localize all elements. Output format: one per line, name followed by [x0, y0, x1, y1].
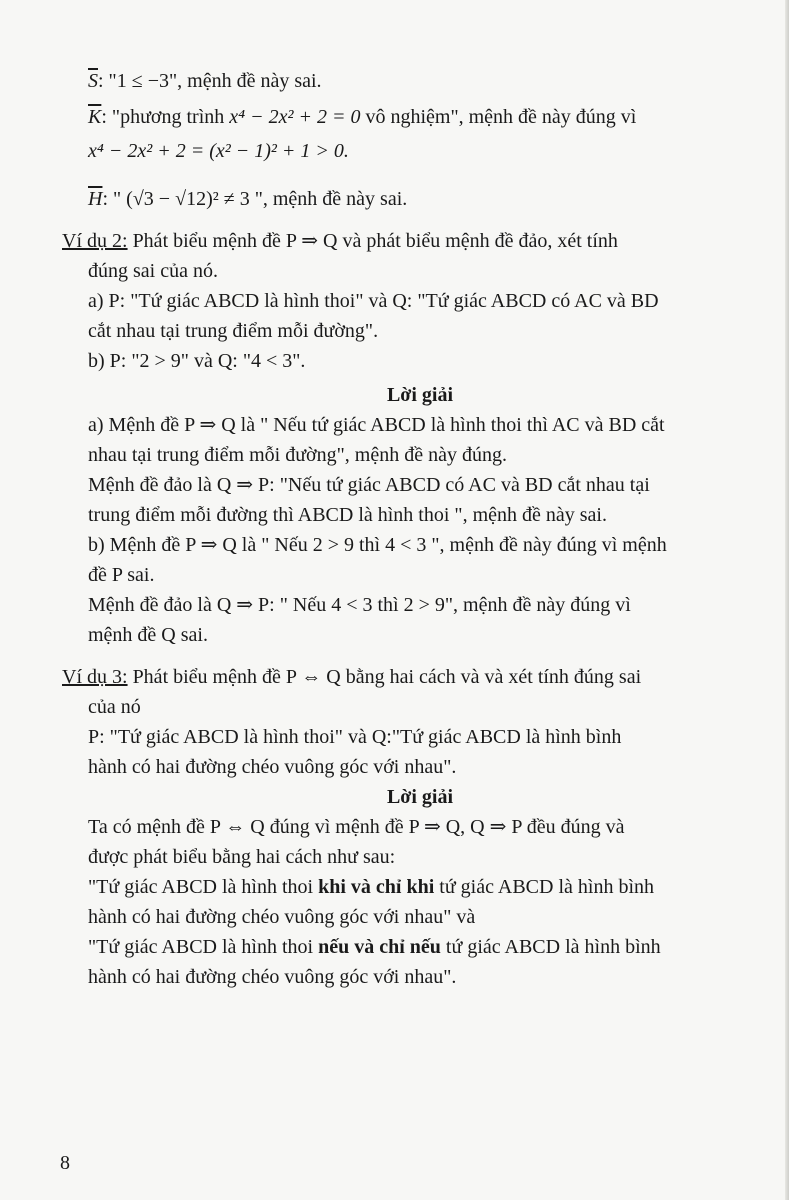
example3-sol-line5	[62, 932, 752, 962]
example3-s5-bold: nếu và chỉ nếu	[318, 936, 441, 958]
example2-sol-line4: trung điểm mỗi đường thì ABCD là hình thoi ", mệnh đề này sai.	[88, 504, 607, 526]
example2-solution-title: Lời giải	[386, 384, 454, 406]
s-bar-symbol: $\overline{S}$	[88, 70, 98, 92]
example2-sol-line6: đề P sai.	[88, 564, 155, 586]
example3-intro-line1	[62, 662, 752, 692]
k-bar-text1: : "phương trình	[101, 106, 225, 128]
h-bar-text: : " (√3 − √12)² ≠ 3 ", mệnh đề này sai.	[102, 188, 408, 210]
negation-h-line	[62, 184, 752, 214]
example2-sol-line3: Mệnh đề đảo là Q ⇒ P: "Nếu tứ giác ABCD có AC và BD cắt nhau tại	[88, 474, 650, 496]
example2-sol-line1: a) Mệnh đề P ⇒ Q là " Nếu tứ giác ABCD là hình thoi thì AC và BD cắt	[88, 414, 665, 436]
k-bar-equation: x⁴ − 2x² + 2 = 0	[229, 106, 361, 128]
example2-a1: a) P: "Tứ giác ABCD là hình thoi" và Q: "Tứ giác ABCD có AC và BD	[88, 290, 659, 312]
example3-p1: P: "Tứ giác ABCD là hình thoi" và Q:"Tứ giác ABCD là hình bình	[88, 726, 622, 748]
example3-sol-line4: hành có hai đường chéo vuông góc với nhau" và	[88, 906, 476, 928]
example3-s3-bold: khi và chỉ khi	[318, 876, 435, 898]
k-bar-text2: vô nghiệm", mệnh đề này đúng vì	[365, 106, 637, 128]
example2-a2: cắt nhau tại trung điểm mỗi đường".	[88, 320, 379, 342]
page-number: 8	[60, 1152, 70, 1174]
example3-s5-part-c: tứ giác ABCD là hình bình	[445, 936, 661, 958]
example2-intro1: Phát biểu mệnh đề P ⇒ Q và phát biểu mệnh đề đảo, xét tính	[132, 230, 618, 252]
example2-label: Ví dụ 2:	[62, 230, 128, 252]
example3-intro2: của nó	[88, 696, 141, 718]
example3-sol-line2: được phát biểu bằng hai cách như sau:	[88, 846, 396, 868]
k-bar-symbol: $\overline{K}$	[88, 106, 102, 128]
h-bar-symbol: $\overline{H}$	[88, 188, 103, 210]
k-bar-proof: x⁴ − 2x² + 2 = (x² − 1)² + 1 > 0.	[88, 140, 349, 162]
example2-sol-line5: b) Mệnh đề P ⇒ Q là " Nếu 2 > 9 thì 4 < 3 ", mệnh đề này đúng vì mệnh	[88, 534, 667, 556]
example2-sol-line7: Mệnh đề đảo là Q ⇒ P: " Nếu 4 < 3 thì 2 > 9", mệnh đề này đúng vì	[88, 594, 631, 616]
example2-intro2: đúng sai của nó.	[88, 260, 218, 282]
example2-sol-line8: mệnh đề Q sai.	[88, 624, 208, 646]
page-edge-shadow	[785, 0, 789, 1200]
example3-solution-title: Lời giải	[386, 786, 454, 808]
example3-sol-line6: hành có hai đường chéo vuông góc với nhau".	[88, 966, 457, 988]
example3-s3-part-a: "Tứ giác ABCD là hình thoi	[88, 876, 314, 898]
example3-sol-line1: Ta có mệnh đề P ⇔ Q đúng vì mệnh đề P ⇒ Q, Q ⇒ P đều đúng và	[88, 816, 625, 838]
example3-label: Ví dụ 3:	[62, 666, 128, 688]
page-body	[62, 66, 752, 992]
example3-intro1: Phát biểu mệnh đề P ⇔ Q bằng hai cách và và xét tính đúng sai	[132, 666, 642, 688]
negation-s-line	[62, 66, 752, 96]
example3-p2: hành có hai đường chéo vuông góc với nhau".	[88, 756, 457, 778]
example3-sol-line3	[62, 872, 752, 902]
example2-intro-line1	[62, 226, 752, 256]
example2-b1: b) P: "2 > 9" và Q: "4 < 3".	[88, 350, 306, 372]
example2-sol-line2: nhau tại trung điểm mỗi đường", mệnh đề này đúng.	[88, 444, 507, 466]
negation-k-line	[62, 102, 752, 132]
example3-s5-part-a: "Tứ giác ABCD là hình thoi	[88, 936, 314, 958]
s-bar-text: : "1 ≤ −3", mệnh đề này sai.	[98, 70, 322, 92]
example3-s3-part-c: tứ giác ABCD là hình bình	[439, 876, 654, 898]
